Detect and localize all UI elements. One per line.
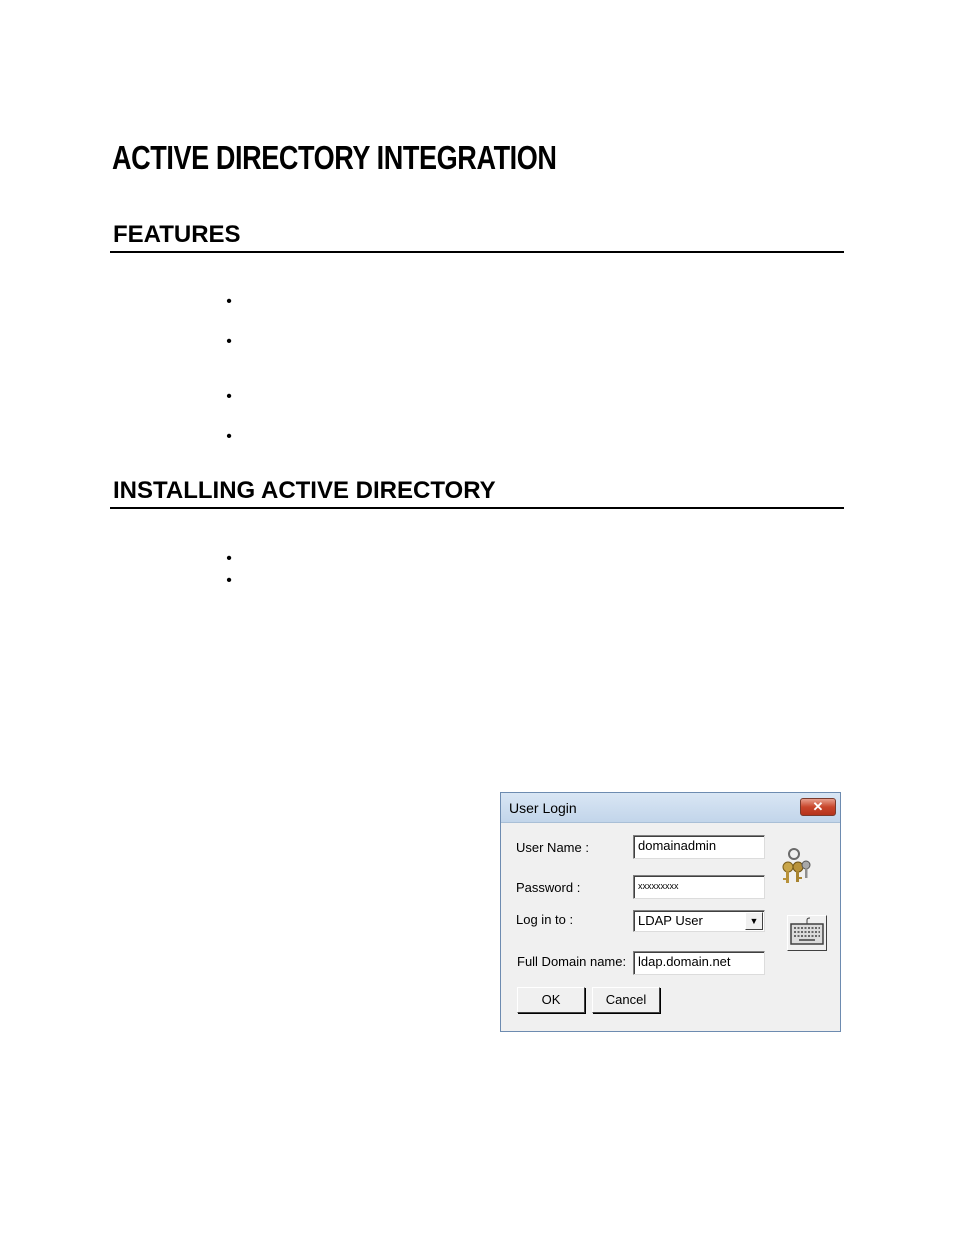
- keyboard-button[interactable]: [787, 915, 827, 951]
- bullet: •: [226, 572, 232, 589]
- bullet: •: [226, 550, 232, 567]
- user-name-input[interactable]: domainadmin: [633, 835, 765, 859]
- user-login-dialog: [500, 792, 841, 1032]
- close-icon: ✕: [812, 799, 824, 814]
- keyboard-icon: [788, 916, 826, 950]
- bullet: •: [226, 293, 232, 310]
- full-domain-name-input[interactable]: ldap.domain.net: [633, 951, 765, 975]
- dialog-title: User Login: [509, 800, 577, 816]
- section-heading-features: FEATURES: [110, 220, 844, 253]
- cancel-button[interactable]: Cancel: [592, 987, 660, 1013]
- log-in-to-select[interactable]: [633, 910, 765, 932]
- section-heading-installing: INSTALLING ACTIVE DIRECTORY: [110, 476, 844, 509]
- password-input[interactable]: xxxxxxxxx: [633, 875, 765, 899]
- bullet: •: [226, 428, 232, 445]
- password-label: Password :: [516, 880, 581, 895]
- user-name-label: User Name :: [516, 840, 589, 855]
- bullet: •: [226, 388, 232, 405]
- bullet: •: [226, 333, 232, 350]
- dialog-titlebar[interactable]: [501, 793, 840, 823]
- page-title: ACTIVE DIRECTORY INTEGRATION: [112, 139, 557, 176]
- log-in-to-label: Log in to :: [516, 912, 574, 927]
- log-in-to-value: LDAP User: [638, 913, 703, 928]
- ok-button[interactable]: OK: [517, 987, 585, 1013]
- close-button[interactable]: [800, 798, 836, 816]
- full-domain-name-label: Full Domain name:: [517, 954, 627, 969]
- chevron-down-icon[interactable]: ▼: [745, 912, 763, 930]
- keys-icon: [778, 845, 814, 885]
